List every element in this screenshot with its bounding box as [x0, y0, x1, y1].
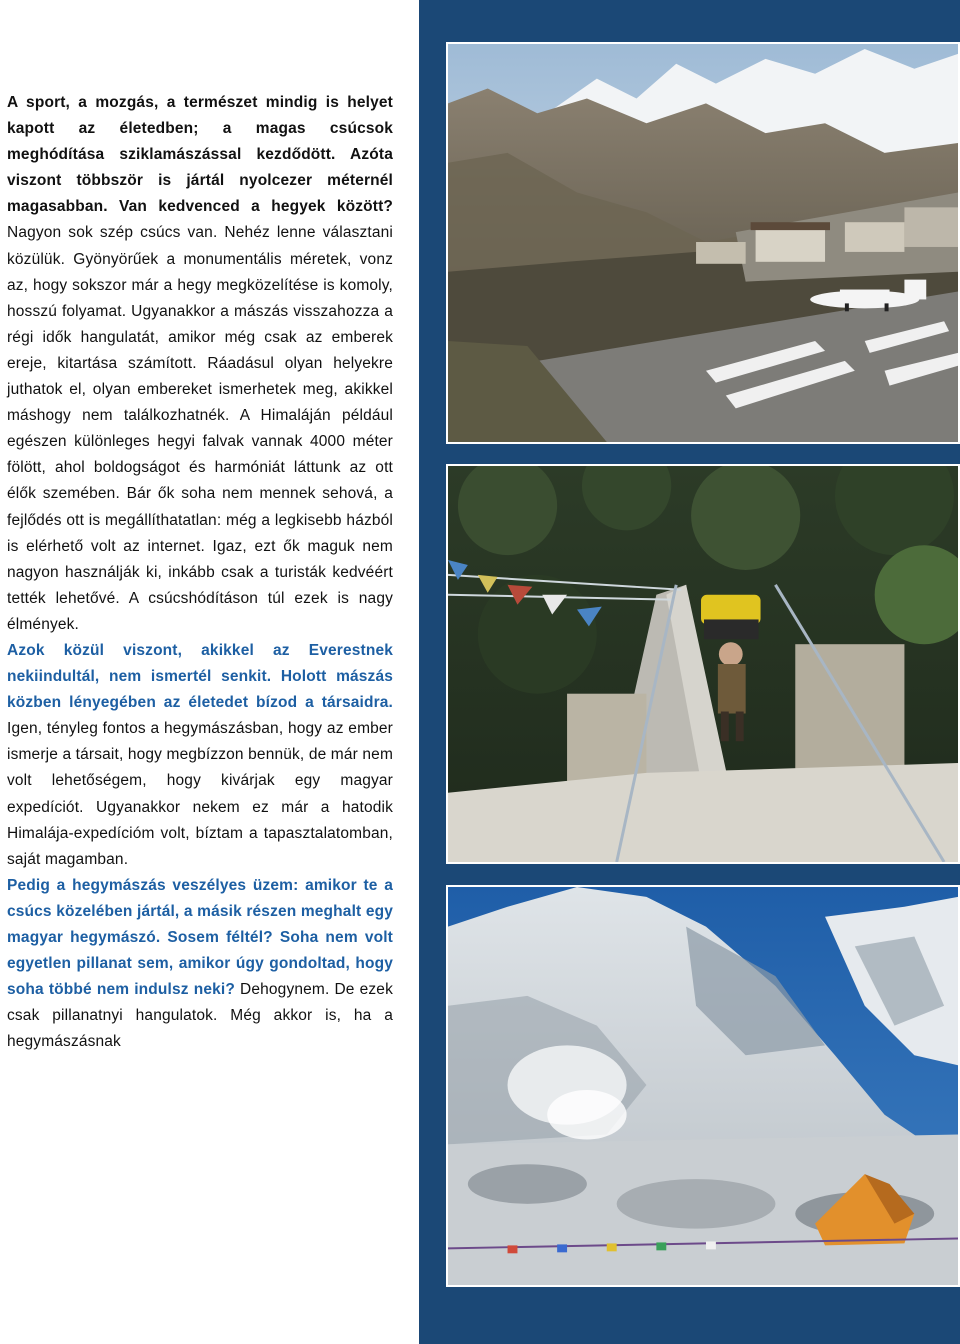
interview-question: A sport, a mozgás, a természet mindig is helyet kapott az életedben; a magas csúcsok meghódítása sziklamászással kezdődött. Azóta viszont többször is jártál nyolcezer méternél magasabban. Van kedvenced a hegyek között?	[7, 94, 393, 216]
interview-block-2	[7, 638, 393, 873]
interview-answer: Nagyon sok szép csúcs van. Nehéz lenne választani közülük. Gyönyörűek a monumentális méretek, vonz az, hogy sokszor már a hegy megközelítése is komoly, hosszú folyamat. Ugyanakkor a mászás visszahozza a régi idők hangulatát, amikor még csak az emberek ereje, kitartása számított. Ráadásul olyan helyekre juthatok el, olyan embereket ismerhetek meg, akikkel máshogy nem találkozhatnék. A Himaláján például egészen különleges hegyi falvak vannak 4000 méter fölött, ahol boldogságot és harmóniát láttunk az ott élők szemében. Bár ők soha nem mennek sehová, a fejlődés ott is megállíthatatlan: még a legkisebb házból is elérhető volt az internet. Igaz, ezt ők maguk nem nagyon használják ki, inkább csak a turisták kedvéért tették lehetővé. A csúcshódításon túl ezek is nagy élmények.	[7, 224, 393, 633]
interview-question: Pedig a hegymászás veszélyes üzem: amikor te a csúcs közelében jártál, a másik részen meghalt egy magyar hegymászó. Sosem féltél? Soha nem volt egyetlen pillanat sem, amikor úgy gondoltad, hogy soha többé nem indulsz neki?	[7, 876, 393, 999]
interview-block-3	[7, 873, 393, 1056]
interview-block-1	[7, 90, 393, 638]
suspension-bridge-photo	[446, 464, 960, 864]
mountain-airstrip-photo	[446, 42, 960, 444]
interview-answer: Igen, tényleg fontos a hegymászásban, hogy az ember ismerje a társait, hogy megbízzon bennük, de már nem volt lehetőségem, hogy kivárjak egy magyar expedíciót. Ugyanakkor nekem ez már a hatodik Himalája-expedícióm volt, bíztam a tapasztalatomban, saját magamban.	[7, 720, 394, 868]
glacier-camp-photo	[446, 885, 960, 1287]
article-text-column	[7, 90, 393, 1055]
interview-question: Azok közül viszont, akikkel az Everestnek nekiindultál, nem ismertél senkit. Holott mászás közben lényegében az életedet bízod a társaidra.	[7, 641, 393, 712]
interview-answer: Dehogynem. De ezek csak pillanatnyi hangulatok. Még akkor is, ha a hegymászásnak	[7, 981, 393, 1051]
